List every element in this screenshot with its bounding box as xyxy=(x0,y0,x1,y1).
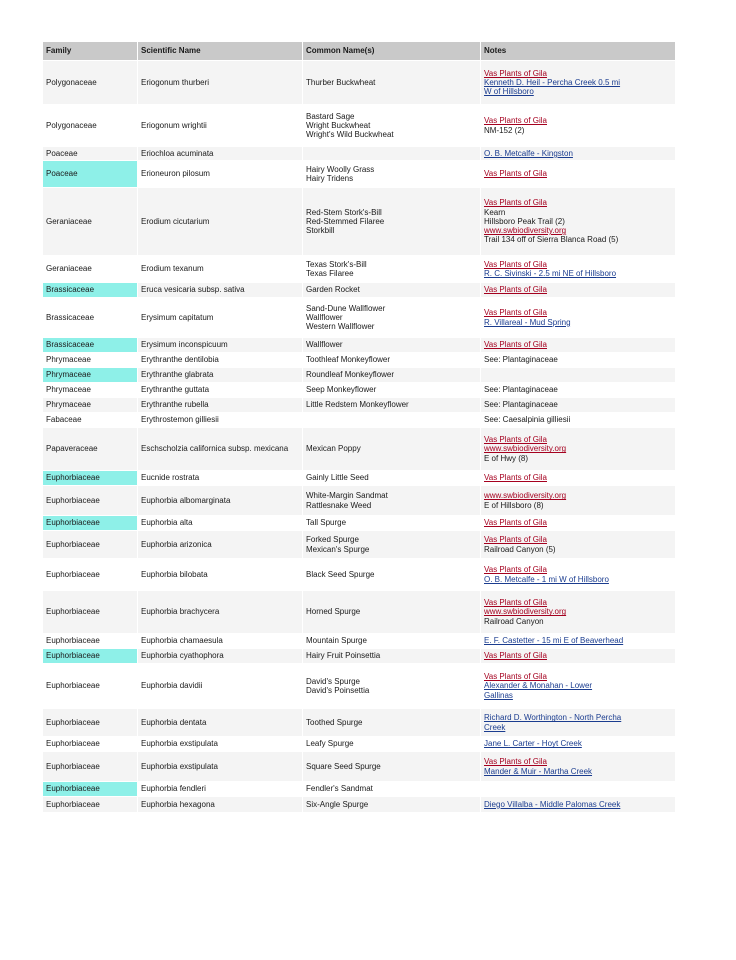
common-names-cell xyxy=(303,283,481,298)
scientific-name-cell: Eriogonum thurberi xyxy=(138,61,303,105)
table-row xyxy=(43,383,676,398)
scientific-name-cell: Euphorbia dentata xyxy=(138,709,303,737)
common-name: Leafy Spurge xyxy=(306,739,354,749)
table-row xyxy=(43,161,676,188)
note-link[interactable]: Vas Plants of Gila xyxy=(484,285,547,295)
family-cell: Euphorbiaceae xyxy=(43,752,138,782)
common-name: Red-Stemmed Filaree xyxy=(306,216,385,226)
scientific-name-cell: Erythranthe guttata xyxy=(138,383,303,398)
family-cell: Papaveraceae xyxy=(43,428,138,471)
common-name: Black Seed Spurge xyxy=(306,569,375,579)
note-link[interactable]: Alexander & Monahan - Lower xyxy=(484,681,593,691)
note-link[interactable]: Gallinas xyxy=(484,690,513,700)
notes-cell xyxy=(481,61,676,105)
scientific-name-cell: Erioneuron pilosum xyxy=(138,161,303,188)
family-cell: Polygonaceae xyxy=(43,105,138,147)
scientific-name-cell: Euphorbia brachycera xyxy=(138,591,303,634)
family-cell: Euphorbiaceae xyxy=(43,516,138,531)
common-name: Tall Spurge xyxy=(306,518,347,528)
notes-cell xyxy=(481,664,676,709)
table-row xyxy=(43,797,676,813)
notes-cell xyxy=(481,649,676,664)
common-names-cell xyxy=(303,383,481,398)
note-link[interactable]: Vas Plants of Gila xyxy=(484,518,547,528)
table-row xyxy=(43,737,676,752)
common-name: Mexican Poppy xyxy=(306,444,361,454)
common-names-cell xyxy=(303,147,481,161)
common-name: Six-Angle Spurge xyxy=(306,799,369,809)
family-cell: Euphorbiaceae xyxy=(43,649,138,664)
scientific-name-cell: Erythranthe glabrata xyxy=(138,368,303,383)
scientific-name-cell: Erysimum capitatum xyxy=(138,298,303,338)
common-names-cell xyxy=(303,428,481,471)
note-link[interactable]: Vas Plants of Gila xyxy=(484,340,547,350)
note-link[interactable]: Vas Plants of Gila xyxy=(484,68,547,78)
common-name: Storkbill xyxy=(306,226,335,236)
common-names-cell xyxy=(303,737,481,752)
family-cell: Phrymaceae xyxy=(43,353,138,368)
common-name: Fendler's Sandmat xyxy=(306,784,373,794)
header-family: Family xyxy=(43,42,138,61)
notes-cell xyxy=(481,398,676,413)
scientific-name-cell: Euphorbia davidii xyxy=(138,664,303,709)
note-link[interactable]: Creek xyxy=(484,722,506,732)
table-row xyxy=(43,471,676,486)
table-row xyxy=(43,634,676,649)
table-row xyxy=(43,559,676,591)
header-common-names: Common Name(s) xyxy=(303,42,481,61)
table-row xyxy=(43,105,676,147)
family-cell: Brassicaceae xyxy=(43,283,138,298)
common-name: Texas Filaree xyxy=(306,269,354,278)
table-row xyxy=(43,428,676,471)
common-name: Square Seed Spurge xyxy=(306,761,381,771)
common-names-cell xyxy=(303,664,481,709)
table-row xyxy=(43,413,676,428)
common-names-cell xyxy=(303,559,481,591)
common-names-cell xyxy=(303,188,481,256)
notes-cell xyxy=(481,782,676,797)
family-cell: Fabaceae xyxy=(43,413,138,428)
common-names-cell xyxy=(303,531,481,559)
common-name: Mountain Spurge xyxy=(306,636,367,646)
notes-cell xyxy=(481,298,676,338)
note-link[interactable]: Vas Plants of Gila xyxy=(484,259,547,269)
family-cell: Geraniaceae xyxy=(43,256,138,283)
family-cell: Poaceae xyxy=(43,147,138,161)
common-name: Garden Rocket xyxy=(306,285,360,295)
common-name: Hairy Woolly Grass xyxy=(306,164,375,174)
common-names-cell xyxy=(303,752,481,782)
scientific-name-cell: Euphorbia cyathophora xyxy=(138,649,303,664)
note-link[interactable]: Vas Plants of Gila xyxy=(484,473,547,483)
notes-cell xyxy=(481,338,676,353)
note-text: E of Hillsboro (8) xyxy=(484,500,544,510)
header-scientific-name: Scientific Name xyxy=(138,42,303,61)
table-body xyxy=(43,61,676,813)
table-row xyxy=(43,188,676,256)
common-name: Texas Stork's-Bill xyxy=(306,259,367,269)
family-cell: Euphorbiaceae xyxy=(43,591,138,634)
common-name: Little Redstem Monkeyflower xyxy=(306,400,409,410)
note-link[interactable]: R. Villareal - Mud Spring xyxy=(484,317,571,327)
common-names-cell xyxy=(303,591,481,634)
scientific-name-cell: Erythranthe dentilobia xyxy=(138,353,303,368)
table-row xyxy=(43,256,676,283)
note-link[interactable]: Richard D. Worthington - North Percha xyxy=(484,713,622,723)
family-cell: Euphorbiaceae xyxy=(43,797,138,813)
common-name: Horned Spurge xyxy=(306,607,361,617)
table-row xyxy=(43,709,676,737)
note-link[interactable]: W of Hillsboro xyxy=(484,87,534,97)
note-link[interactable]: Vas Plants of Gila xyxy=(484,435,547,445)
table-row xyxy=(43,782,676,797)
scientific-name-cell: Euphorbia arizonica xyxy=(138,531,303,559)
table-row xyxy=(43,531,676,559)
note-link[interactable]: Vas Plants of Gila xyxy=(484,651,547,661)
common-name: Forked Spurge xyxy=(306,535,359,545)
common-names-cell xyxy=(303,471,481,486)
family-cell: Brassicaceae xyxy=(43,298,138,338)
scientific-name-cell: Euphorbia albomarginata xyxy=(138,486,303,516)
header-notes: Notes xyxy=(481,42,676,61)
table-header-row xyxy=(43,42,676,61)
table-row xyxy=(43,664,676,709)
common-names-cell xyxy=(303,649,481,664)
scientific-name-cell: Eriochloa acuminata xyxy=(138,147,303,161)
family-cell: Geraniaceae xyxy=(43,188,138,256)
notes-cell xyxy=(481,516,676,531)
common-names-cell xyxy=(303,368,481,383)
note-text: See: Plantaginaceae xyxy=(484,400,558,410)
common-names-cell xyxy=(303,634,481,649)
note-link[interactable]: Vas Plants of Gila xyxy=(484,169,547,179)
common-name: David's Spurge xyxy=(306,676,360,686)
family-cell: Euphorbiaceae xyxy=(43,737,138,752)
note-text: Railroad Canyon (5) xyxy=(484,544,556,554)
notes-cell xyxy=(481,797,676,813)
common-names-cell xyxy=(303,256,481,283)
common-name: White-Margin Sandmat xyxy=(306,491,388,501)
notes-cell xyxy=(481,486,676,516)
note-link[interactable]: Vas Plants of Gila xyxy=(484,116,547,126)
note-text: NM-152 (2) xyxy=(484,125,525,135)
notes-cell xyxy=(481,709,676,737)
common-name: Roundleaf Monkeyflower xyxy=(306,370,395,380)
notes-cell xyxy=(481,471,676,486)
common-names-cell xyxy=(303,709,481,737)
table-row xyxy=(43,61,676,105)
note-link[interactable]: O. B. Metcalfe - 1 mi W of Hillsboro xyxy=(484,574,609,584)
scientific-name-cell: Euphorbia hexagona xyxy=(138,797,303,813)
common-names-cell xyxy=(303,413,481,428)
family-cell: Poaceae xyxy=(43,161,138,188)
table-row xyxy=(43,298,676,338)
scientific-name-cell: Erodium cicutarium xyxy=(138,188,303,256)
scientific-name-cell: Euphorbia chamaesula xyxy=(138,634,303,649)
note-link[interactable]: www.swbiodiversity.org xyxy=(484,607,567,617)
table-row xyxy=(43,147,676,161)
note-link[interactable]: Vas Plants of Gila xyxy=(484,535,547,545)
scientific-name-cell: Euphorbia bilobata xyxy=(138,559,303,591)
note-text: Railroad Canyon xyxy=(484,616,544,626)
notes-cell xyxy=(481,283,676,298)
common-name: Toothleaf Monkeyflower xyxy=(306,355,391,365)
family-cell: Phrymaceae xyxy=(43,383,138,398)
common-name: Bastard Sage xyxy=(306,111,355,121)
notes-cell xyxy=(481,368,676,383)
note-link[interactable]: Jane L. Carter - Hoyt Creek xyxy=(484,739,582,749)
family-cell: Euphorbiaceae xyxy=(43,782,138,797)
common-name: Wallflower xyxy=(306,312,343,322)
notes-cell xyxy=(481,428,676,471)
scientific-name-cell: Euphorbia fendleri xyxy=(138,782,303,797)
scientific-name-cell: Erythranthe rubella xyxy=(138,398,303,413)
table-row xyxy=(43,516,676,531)
common-name: Toothed Spurge xyxy=(306,717,363,727)
common-names-cell xyxy=(303,338,481,353)
notes-cell xyxy=(481,634,676,649)
family-cell: Euphorbiaceae xyxy=(43,531,138,559)
common-names-cell xyxy=(303,486,481,516)
note-link[interactable]: Vas Plants of Gila xyxy=(484,565,547,575)
table-row xyxy=(43,486,676,516)
note-link[interactable]: O. B. Metcalfe - Kingston xyxy=(484,148,573,158)
common-name: Rattlesnake Weed xyxy=(306,500,372,510)
notes-cell xyxy=(481,256,676,283)
common-name: Wallflower xyxy=(306,340,343,350)
family-cell: Brassicaceae xyxy=(43,338,138,353)
table-row xyxy=(43,649,676,664)
table-row xyxy=(43,353,676,368)
scientific-name-cell: Eruca vesicaria subsp. sativa xyxy=(138,283,303,298)
note-link[interactable]: www.swbiodiversity.org xyxy=(484,491,567,501)
scientific-name-cell: Eschscholzia californica subsp. mexicana xyxy=(138,428,303,471)
species-table xyxy=(42,41,676,813)
note-text: See: Plantaginaceae xyxy=(484,385,558,395)
family-cell: Euphorbiaceae xyxy=(43,559,138,591)
notes-cell xyxy=(481,161,676,188)
scientific-name-cell: Euphorbia exstipulata xyxy=(138,752,303,782)
notes-cell xyxy=(481,559,676,591)
note-link[interactable]: Vas Plants of Gila xyxy=(484,598,547,608)
note-link[interactable]: www.swbiodiversity.org xyxy=(484,226,567,236)
table-row xyxy=(43,283,676,298)
common-names-cell xyxy=(303,61,481,105)
common-names-cell xyxy=(303,516,481,531)
note-text: See: Plantaginaceae xyxy=(484,355,558,365)
scientific-name-cell: Erodium texanum xyxy=(138,256,303,283)
table-row xyxy=(43,368,676,383)
note-link[interactable]: R. C. Sivinski - 2.5 mi NE of Hillsboro xyxy=(484,269,617,278)
scientific-name-cell: Erythrostemon gilliesii xyxy=(138,413,303,428)
table-row xyxy=(43,752,676,782)
common-name: Hairy Fruit Poinsettia xyxy=(306,651,381,661)
note-text: Hillsboro Peak Trail (2) xyxy=(484,216,565,226)
note-link[interactable]: Vas Plants of Gila xyxy=(484,198,547,208)
family-cell: Phrymaceae xyxy=(43,398,138,413)
common-name: Wright Buckwheat xyxy=(306,120,371,130)
notes-cell xyxy=(481,188,676,256)
common-names-cell xyxy=(303,298,481,338)
notes-cell xyxy=(481,383,676,398)
common-name: Mexican's Spurge xyxy=(306,544,370,554)
note-link[interactable]: E. F. Castetter - 15 mi E of Beaverhead xyxy=(484,636,624,646)
common-name: David's Poinsettia xyxy=(306,686,370,695)
note-link[interactable]: Kenneth D. Heil - Percha Creek 0.5 mi xyxy=(484,77,621,87)
notes-cell xyxy=(481,737,676,752)
common-name: Seep Monkeyflower xyxy=(306,385,377,395)
family-cell: Euphorbiaceae xyxy=(43,634,138,649)
note-link[interactable]: www.swbiodiversity.org xyxy=(484,444,567,454)
notes-cell xyxy=(481,413,676,428)
note-text: See: Caesalpinia gilliesii xyxy=(484,415,571,425)
note-link[interactable]: Vas Plants of Gila xyxy=(484,308,547,318)
common-names-cell xyxy=(303,398,481,413)
note-link[interactable]: Mander & Muir - Martha Creek xyxy=(484,766,593,776)
table-row xyxy=(43,398,676,413)
scientific-name-cell: Eriogonum wrightii xyxy=(138,105,303,147)
scientific-name-cell: Eucnide rostrata xyxy=(138,471,303,486)
note-text: Trail 134 off of Sierra Blanca Road (5) xyxy=(484,235,619,245)
notes-cell xyxy=(481,752,676,782)
table-row xyxy=(43,338,676,353)
common-name: Sand-Dune Wallflower xyxy=(306,303,386,313)
common-names-cell xyxy=(303,105,481,147)
scientific-name-cell: Erysimum inconspicuum xyxy=(138,338,303,353)
common-names-cell xyxy=(303,782,481,797)
notes-cell xyxy=(481,147,676,161)
scientific-name-cell: Euphorbia exstipulata xyxy=(138,737,303,752)
notes-cell xyxy=(481,105,676,147)
note-text: Kearn xyxy=(484,207,506,217)
family-cell: Euphorbiaceae xyxy=(43,709,138,737)
common-name: Gainly Little Seed xyxy=(306,473,369,483)
table-row xyxy=(43,591,676,634)
note-link[interactable]: Vas Plants of Gila xyxy=(484,672,547,682)
scientific-name-cell: Euphorbia alta xyxy=(138,516,303,531)
family-cell: Euphorbiaceae xyxy=(43,486,138,516)
common-name: Thurber Buckwheat xyxy=(306,77,376,87)
notes-cell xyxy=(481,353,676,368)
common-names-cell xyxy=(303,353,481,368)
common-name: Hairy Tridens xyxy=(306,174,354,183)
family-cell: Polygonaceae xyxy=(43,61,138,105)
notes-cell xyxy=(481,591,676,634)
common-names-cell xyxy=(303,161,481,188)
notes-cell xyxy=(481,531,676,559)
family-cell: Euphorbiaceae xyxy=(43,471,138,486)
common-names-cell xyxy=(303,797,481,813)
plant-list-sheet xyxy=(42,41,675,813)
family-cell: Phrymaceae xyxy=(43,368,138,383)
family-cell: Euphorbiaceae xyxy=(43,664,138,709)
note-text: E of Hwy (8) xyxy=(484,453,529,463)
common-name: Red-Stem Stork's-Bill xyxy=(306,207,382,217)
note-link[interactable]: Vas Plants of Gila xyxy=(484,757,547,767)
common-name: Western Wallflower xyxy=(306,322,375,332)
common-name: Wright's Wild Buckwheat xyxy=(306,130,394,140)
note-link[interactable]: Diego Villalba - Middle Palomas Creek xyxy=(484,799,621,809)
